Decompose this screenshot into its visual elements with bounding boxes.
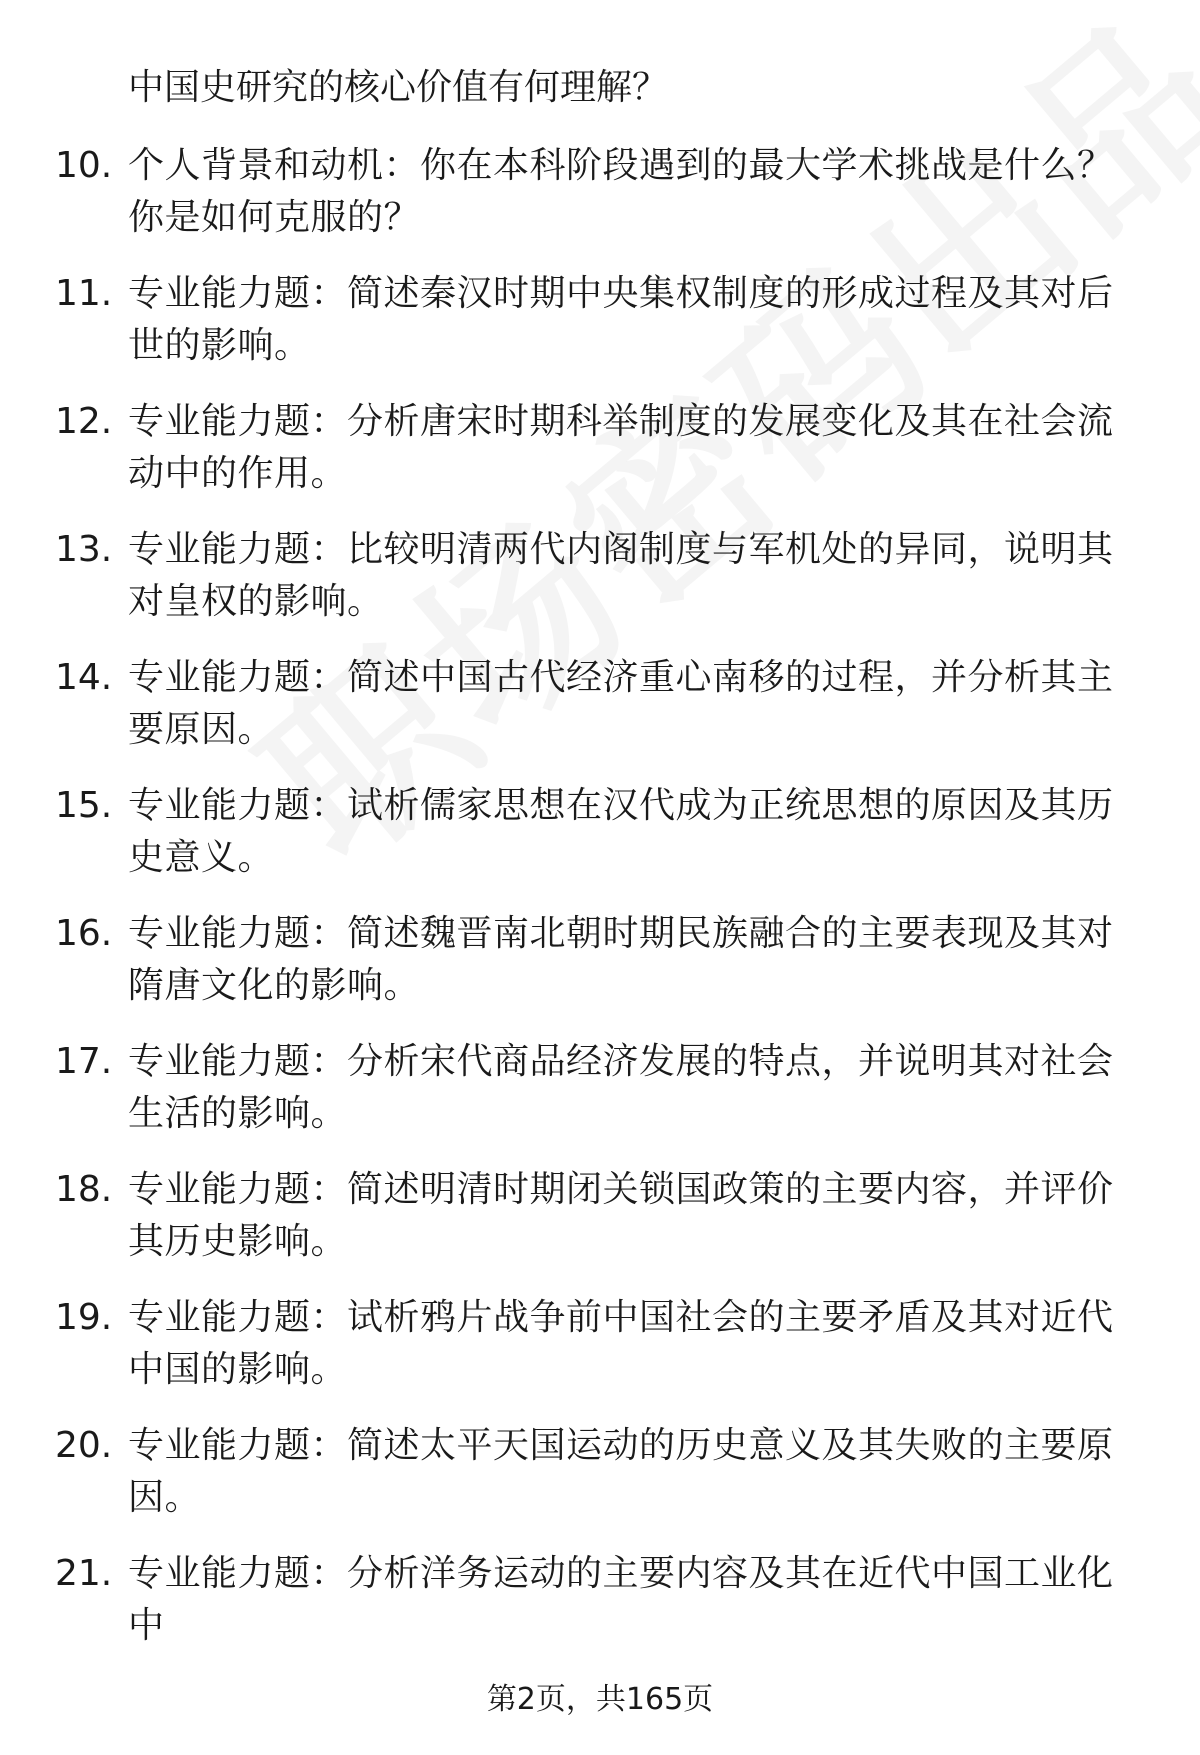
question-number: 15. — [55, 785, 113, 826]
question-text: 专业能力题：简述中国古代经济重心南移的过程，并分析其主要原因。 — [128, 657, 1114, 750]
list-item — [0, 1036, 1200, 1140]
question-number: 19. — [55, 1297, 113, 1338]
question-list — [0, 140, 1200, 1676]
question-text: 专业能力题：简述明清时期闭关锁国政策的主要内容，并评价其历史影响。 — [128, 1169, 1114, 1262]
question-number: 20. — [55, 1425, 113, 1466]
question-text: 专业能力题：分析宋代商品经济发展的特点，并说明其对社会生活的影响。 — [128, 1041, 1114, 1134]
question-number: 14. — [55, 657, 113, 698]
question-number: 21. — [55, 1553, 113, 1594]
question-number: 12. — [55, 401, 113, 442]
question-text: 专业能力题：试析儒家思想在汉代成为正统思想的原因及其历史意义。 — [128, 785, 1114, 878]
list-item — [0, 1420, 1200, 1524]
question-text: 专业能力题：简述秦汉时期中央集权制度的形成过程及其对后世的影响。 — [128, 273, 1114, 366]
question-text: 专业能力题：简述魏晋南北朝时期民族融合的主要表现及其对隋唐文化的影响。 — [128, 913, 1114, 1006]
question-text: 专业能力题：分析洋务运动的主要内容及其在近代中国工业化中 — [128, 1553, 1114, 1646]
question-number: 13. — [55, 529, 113, 570]
list-item — [0, 652, 1200, 756]
list-item — [0, 908, 1200, 1012]
question-number: 17. — [55, 1041, 113, 1082]
question-text: 个人背景和动机：你在本科阶段遇到的最大学术挑战是什么？你是如何克服的？ — [128, 145, 1114, 238]
list-item — [0, 1548, 1200, 1652]
page-footer: 第2页，共165页 — [486, 1682, 714, 1717]
question-text: 专业能力题：比较明清两代内阁制度与军机处的异同，说明其对皇权的影响。 — [128, 529, 1114, 622]
list-item — [0, 268, 1200, 372]
question-number: 16. — [55, 913, 113, 954]
question-text: 专业能力题：简述太平天国运动的历史意义及其失败的主要原因。 — [128, 1425, 1114, 1518]
list-item — [0, 1292, 1200, 1396]
list-item — [0, 140, 1200, 244]
list-item — [0, 780, 1200, 884]
question-number: 10. — [55, 145, 113, 186]
question-text: 专业能力题：试析鸦片战争前中国社会的主要矛盾及其对近代中国的影响。 — [128, 1297, 1114, 1390]
list-item — [0, 524, 1200, 628]
list-item — [0, 1164, 1200, 1268]
continuation-text: 中国史研究的核心价值有何理解？ — [128, 67, 669, 108]
question-text: 专业能力题：分析唐宋时期科举制度的发展变化及其在社会流动中的作用。 — [128, 401, 1114, 494]
question-number: 11. — [55, 273, 113, 314]
question-number: 18. — [55, 1169, 113, 1210]
list-item — [0, 396, 1200, 500]
